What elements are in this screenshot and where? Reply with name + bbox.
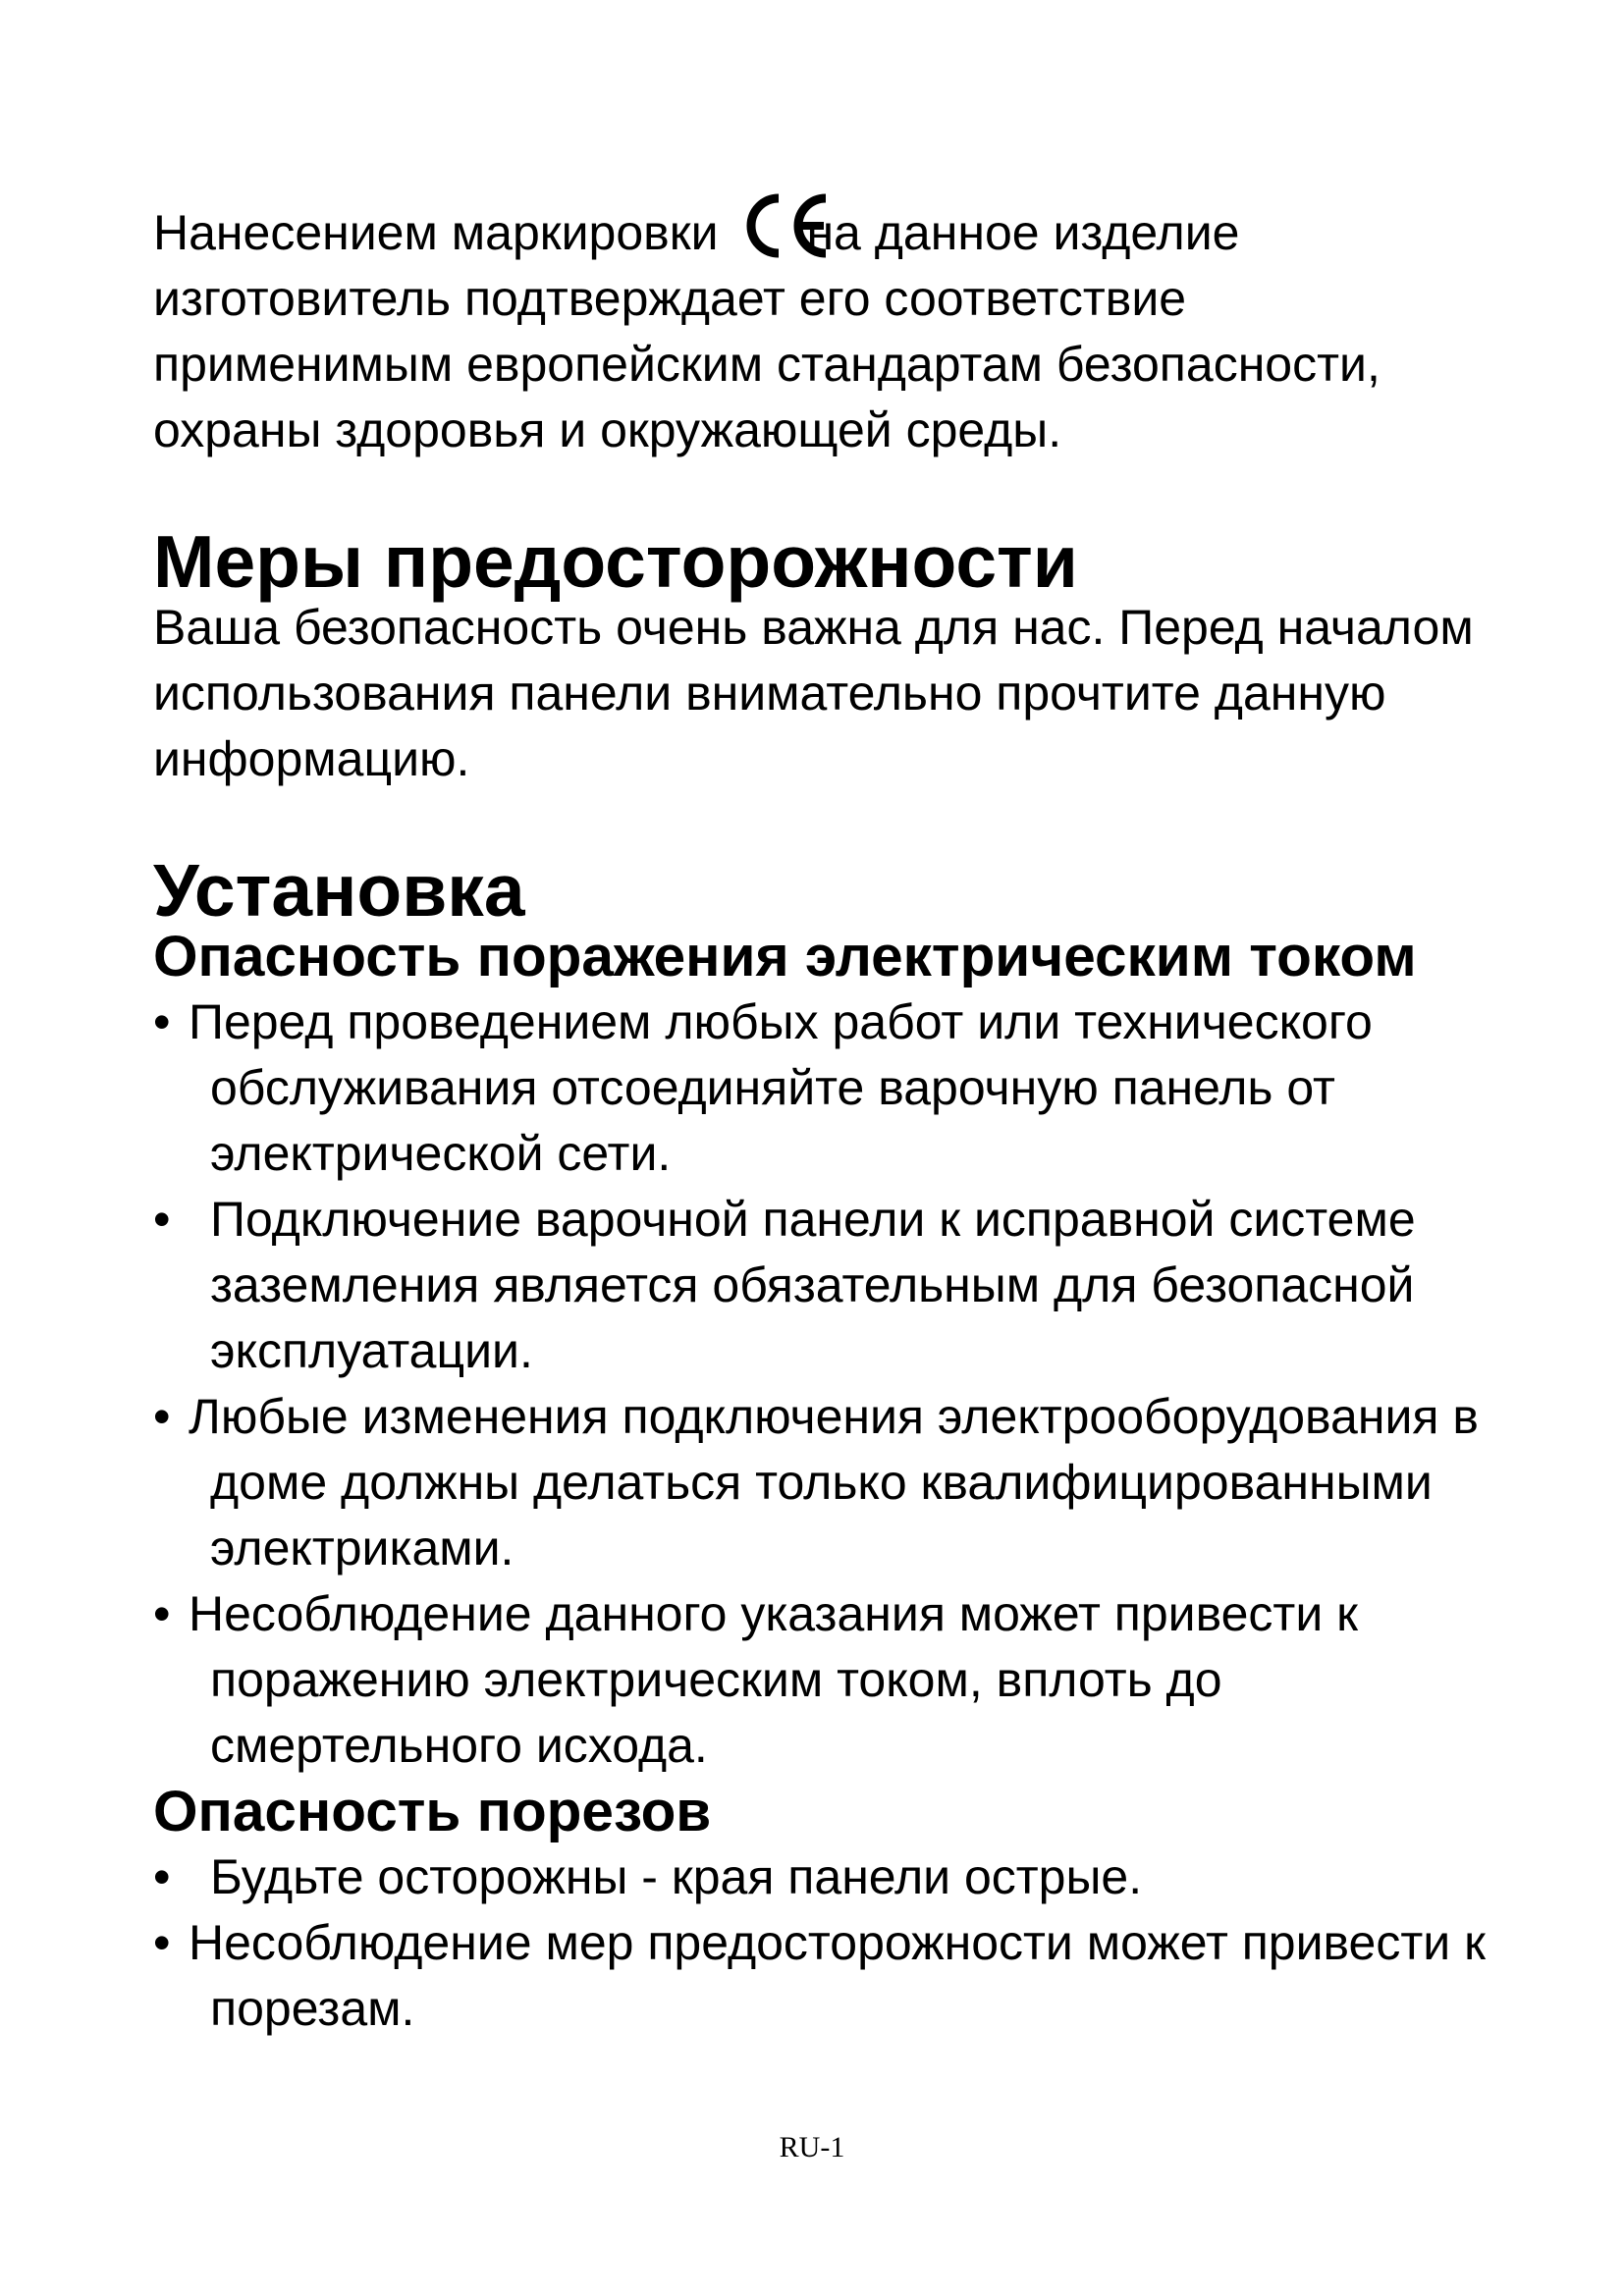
list-item-text: Любые изменения подключения электрооборудования в доме должны делаться только квалифицированными электриками. xyxy=(189,1389,1479,1575)
intro-text-before-mark: Нанесением маркировки xyxy=(153,205,732,260)
intro-paragraph xyxy=(153,192,1489,463)
spacer xyxy=(153,463,1489,529)
list-item xyxy=(153,1910,1489,2042)
electric-shock-list xyxy=(153,989,1489,1779)
electric-shock-heading: Опасность поражения электрическим током xyxy=(153,925,1417,988)
list-item-text: Перед проведением любых работ или технического обслуживания отсоединяйте варочную панель от электрической сети. xyxy=(189,994,1373,1181)
page-number: RU-1 xyxy=(779,2131,845,2163)
spacer xyxy=(153,792,1489,858)
cuts-list xyxy=(153,1844,1489,2042)
document-page xyxy=(153,192,1489,2042)
bullet-icon: • xyxy=(153,1389,171,1444)
intro-rest: изготовитель подтверждает его соответствие применимым европейским стандартам безопасности, охраны здоровья и окружающей среды. xyxy=(153,271,1380,457)
precautions-heading: Меры предосторожности xyxy=(153,520,1078,603)
list-item-text: Будьте осторожны - края панели острые. xyxy=(210,1849,1143,1904)
bullet-icon: • xyxy=(153,1849,171,1904)
bullet-icon: • xyxy=(153,1192,171,1247)
list-item xyxy=(153,989,1489,1187)
bullet-icon: • xyxy=(153,994,171,1049)
list-item xyxy=(153,1581,1489,1779)
intro-first-line xyxy=(153,205,1239,260)
precautions-text: Ваша безопасность очень важна для нас. Перед началом использования панели внимательно прочтите данную информацию. xyxy=(153,600,1474,786)
list-item xyxy=(153,1187,1489,1384)
list-item xyxy=(153,1384,1489,1581)
list-item xyxy=(153,1844,1489,1910)
cuts-heading: Опасность порезов xyxy=(153,1780,712,1843)
list-item-text: Несоблюдение данного указания может привести к поражению электрическим током, вплоть до смертельного исхода. xyxy=(189,1586,1359,1773)
list-item-text: Подключение варочной панели к исправной системе заземления является обязательным для безопасной эксплуатации. xyxy=(210,1192,1416,1378)
installation-heading: Установка xyxy=(153,849,525,932)
intro-text-after-mark: на данное изделие xyxy=(806,205,1240,260)
bullet-icon: • xyxy=(153,1586,171,1641)
list-item-text: Несоблюдение мер предосторожности может привести к порезам. xyxy=(189,1915,1486,2036)
bullet-icon: • xyxy=(153,1915,171,1970)
